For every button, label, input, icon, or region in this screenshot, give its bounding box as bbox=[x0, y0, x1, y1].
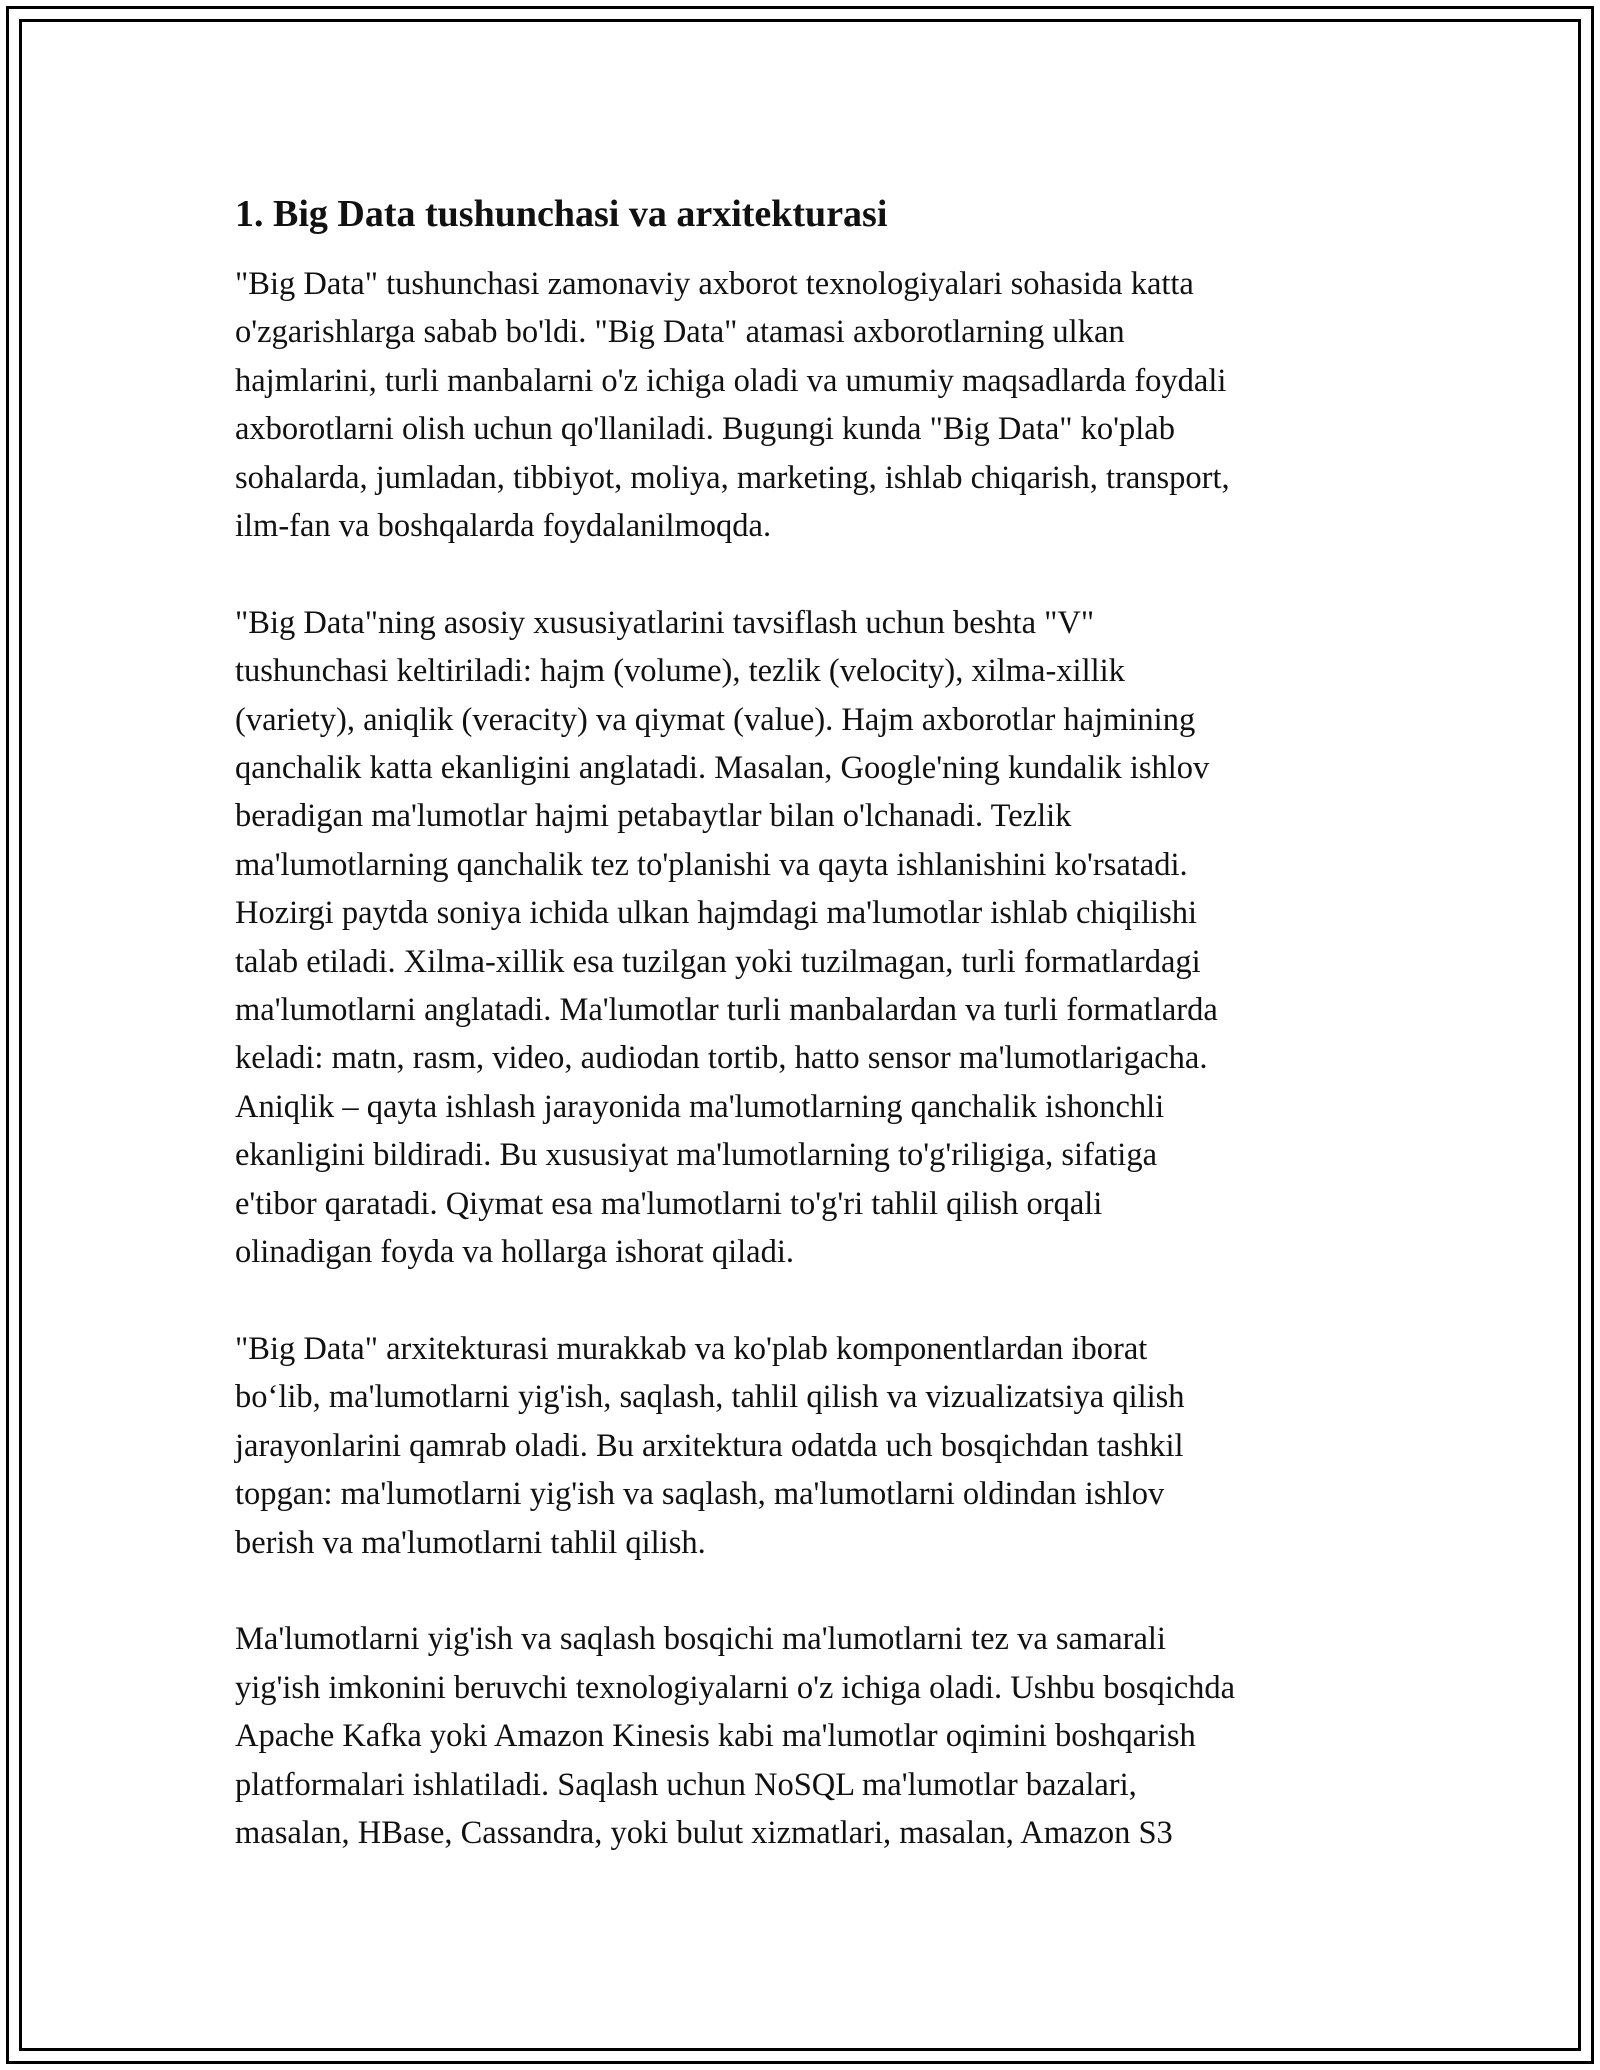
text-line: ma'lumotlarni anglatadi. Ma'lumotlar turli manbalardan va turli formatlarda bbox=[235, 992, 1218, 1029]
document-body bbox=[235, 180, 1375, 1906]
text-line: Apache Kafka yoki Amazon Kinesis kabi ma'lumotlar oqimini boshqarish bbox=[235, 1718, 1196, 1755]
text-line: ilm-fan va boshqalarda foydalanilmoqda. bbox=[235, 508, 772, 545]
text-line: hajmlarini, turli manbalarni o'z ichiga oladi va umumiy maqsadlarda foydali bbox=[235, 362, 1227, 399]
text-line: platformalari ishlatiladi. Saqlash uchun NoSQL ma'lumotlar bazalari, bbox=[235, 1766, 1137, 1803]
text-line: qanchalik katta ekanligini anglatadi. Masalan, Google'ning kundalik ishlov bbox=[235, 750, 1210, 787]
text-line: bo‘lib, ma'lumotlarni yig'ish, saqlash, tahlil qilish va vizualizatsiya qilish bbox=[235, 1379, 1185, 1416]
text-line: masalan, HBase, Cassandra, yoki bulut xizmatlari, masalan, Amazon S3 bbox=[235, 1814, 1173, 1851]
text-line: talab etiladi. Xilma-xillik esa tuzilgan yoki tuzilmagan, turli formatlardagi bbox=[235, 943, 1201, 980]
paragraph-2 bbox=[235, 599, 1375, 1277]
text-line: ekanligini bildiradi. Bu xususiyat ma'lumotlarning to'g'riligiga, sifatiga bbox=[235, 1137, 1158, 1174]
text-line: "Big Data" tushunchasi zamonaviy axborot texnologiyalari sohasida katta bbox=[235, 266, 1194, 302]
text-line: "Big Data" arxitekturasi murakkab va ko'plab komponentlardan iborat bbox=[235, 1330, 1148, 1367]
paragraph-list bbox=[235, 260, 1375, 1857]
text-line: beradigan ma'lumotlar hajmi petabaytlar bilan o'lchanadi. Tezlik bbox=[235, 798, 1072, 835]
paragraph-1 bbox=[235, 260, 1375, 550]
text-line: berish va ma'lumotlarni tahlil qilish. bbox=[235, 1524, 706, 1561]
text-line: "Big Data"ning asosiy xususiyatlarini tavsiflash uchun beshta "V" bbox=[235, 604, 1095, 641]
text-line: tushunchasi keltiriladi: hajm (volume), tezlik (velocity), xilma-xillik bbox=[235, 653, 1125, 690]
text-line: yig'ish imkonini beruvchi texnologiyalarni o'z ichiga oladi. Ushbu bosqichda bbox=[235, 1669, 1236, 1706]
text-line: olinadigan foyda va hollarga ishorat qiladi. bbox=[235, 1234, 794, 1271]
text-line: jarayonlarini qamrab oladi. Bu arxitektura odatda uch bosqichdan tashkil bbox=[235, 1427, 1184, 1464]
text-line: ma'lumotlarning qanchalik tez to'planishi va qayta ishlanishini ko'rsatadi. bbox=[235, 846, 1188, 883]
text-line: axborotlarni olish uchun qo'llaniladi. Bugungi kunda "Big Data" ko'plab bbox=[235, 411, 1175, 448]
text-line: (variety), aniqlik (veracity) va qiymat (value). Hajm axborotlar hajmining bbox=[235, 701, 1196, 738]
text-line: e'tibor qaratadi. Qiymat esa ma'lumotlarni to'g'ri tahlil qilish orqali bbox=[235, 1185, 1103, 1222]
text-line: o'zgarishlarga sabab bo'ldi. "Big Data" atamasi axborotlarning ulkan bbox=[235, 314, 1125, 351]
text-line: Hozirgi paytda soniya ichida ulkan hajmdagi ma'lumotlar ishlab chiqilishi bbox=[235, 895, 1198, 932]
text-line: topgan: ma'lumotlarni yig'ish va saqlash, ma'lumotlarni oldindan ishlov bbox=[235, 1476, 1165, 1513]
text-line: Aniqlik – qayta ishlash jarayonida ma'lumotlarning qanchalik ishonchli bbox=[235, 1088, 1165, 1125]
text-line: keladi: matn, rasm, video, audiodan tortib, hatto sensor ma'lumotlarigacha. bbox=[235, 1040, 1208, 1077]
paragraph-4 bbox=[235, 1615, 1375, 1857]
section-heading: 1. Big Data tushunchasi va arxitekturasi bbox=[235, 193, 888, 235]
paragraph-3 bbox=[235, 1325, 1375, 1567]
text-line: sohalarda, jumladan, tibbiyot, moliya, marketing, ishlab chiqarish, transport, bbox=[235, 459, 1230, 496]
text-line: Ma'lumotlarni yig'ish va saqlash bosqichi ma'lumotlarni tez va samarali bbox=[235, 1621, 1166, 1658]
